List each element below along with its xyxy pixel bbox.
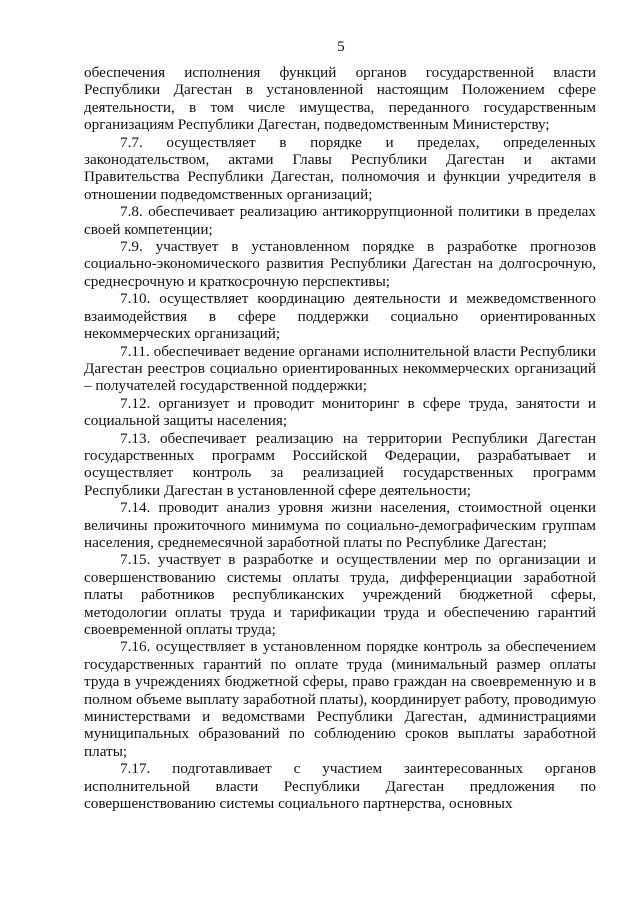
paragraph-7-17: 7.17. подготавливает с участием заинтересованных органов исполнительной власти Республики Дагестан предложения по совершенствованию системы социального партнерства, основных	[84, 760, 596, 813]
paragraph-7-16: 7.16. осуществляет в установленном порядке контроль за обеспечением государственных гарантий по оплате труда (минимальный размер оплаты труда в учреждениях бюджетной сферы, право граждан на своевременную и в полном объеме выплату заработной платы), координирует работу, проводимую министерствами и ведомствами Республики Дагестан, администрациями муниципальных образований по соблюдению сроков выплаты заработной платы;	[84, 638, 596, 760]
paragraph-7-11: 7.11. обеспечивает ведение органами исполнительной власти Республики Дагестан реестров социально ориентированных некоммерческих организаций – получателей государственной поддержки;	[84, 342, 596, 395]
paragraph-7-10: 7.10. осуществляет координацию деятельности и межведомственного взаимодействия в сфере поддержки социально ориентированных некоммерческих организаций;	[84, 290, 596, 343]
page-number: 5	[337, 39, 345, 55]
paragraph-7-14: 7.14. проводит анализ уровня жизни населения, стоимостной оценки величины прожиточного минимума по социально-демографическим группам населения, среднемесячной заработной платы по Республике Дагестан;	[84, 499, 596, 551]
paragraph-7-8: 7.8. обеспечивает реализацию антикоррупционной политики в пределах своей компетенции;	[84, 203, 596, 238]
paragraph-7-13: 7.13. обеспечивает реализацию на территории Республики Дагестан государственных программ Российской Федерации, разрабатывает и осуществляет контроль за реализацией государственных программ Республики Дагестан в установленной сфере деятельности;	[84, 429, 596, 499]
paragraph-7-12: 7.12. организует и проводит мониторинг в сфере труда, занятости и социальной защиты населения;	[84, 394, 596, 430]
paragraph-7-15: 7.15. участвует в разработке и осуществлении мер по организации и совершенствованию системы оплаты труда, дифференциации заработной платы работников республиканских учреждений бюджетной сферы, методологии оплаты труда и тарификации труда и обеспечению гарантий своевременной оплаты труда;	[84, 551, 596, 638]
paragraph-7-9: 7.9. участвует в установленном порядке в разработке прогнозов социально-экономического развития Республики Дагестан на долгосрочную, среднесрочную и краткосрочную перспективы;	[84, 238, 596, 290]
paragraph-continuation: обеспечения исполнения функций органов государственной власти Республики Дагестан в установленной настоящим Положением сфере деятельности, в том числе имущества, переданного государственным организациям Республики Дагестан, подведомственным Министерству;	[84, 64, 596, 134]
paragraph-7-7: 7.7. осуществляет в порядке и пределах, определенных законодательством, актами Главы Республики Дагестан и актами Правительства Республики Дагестан, полномочия и функции учредителя в отношении подведомственных организаций;	[84, 133, 596, 203]
